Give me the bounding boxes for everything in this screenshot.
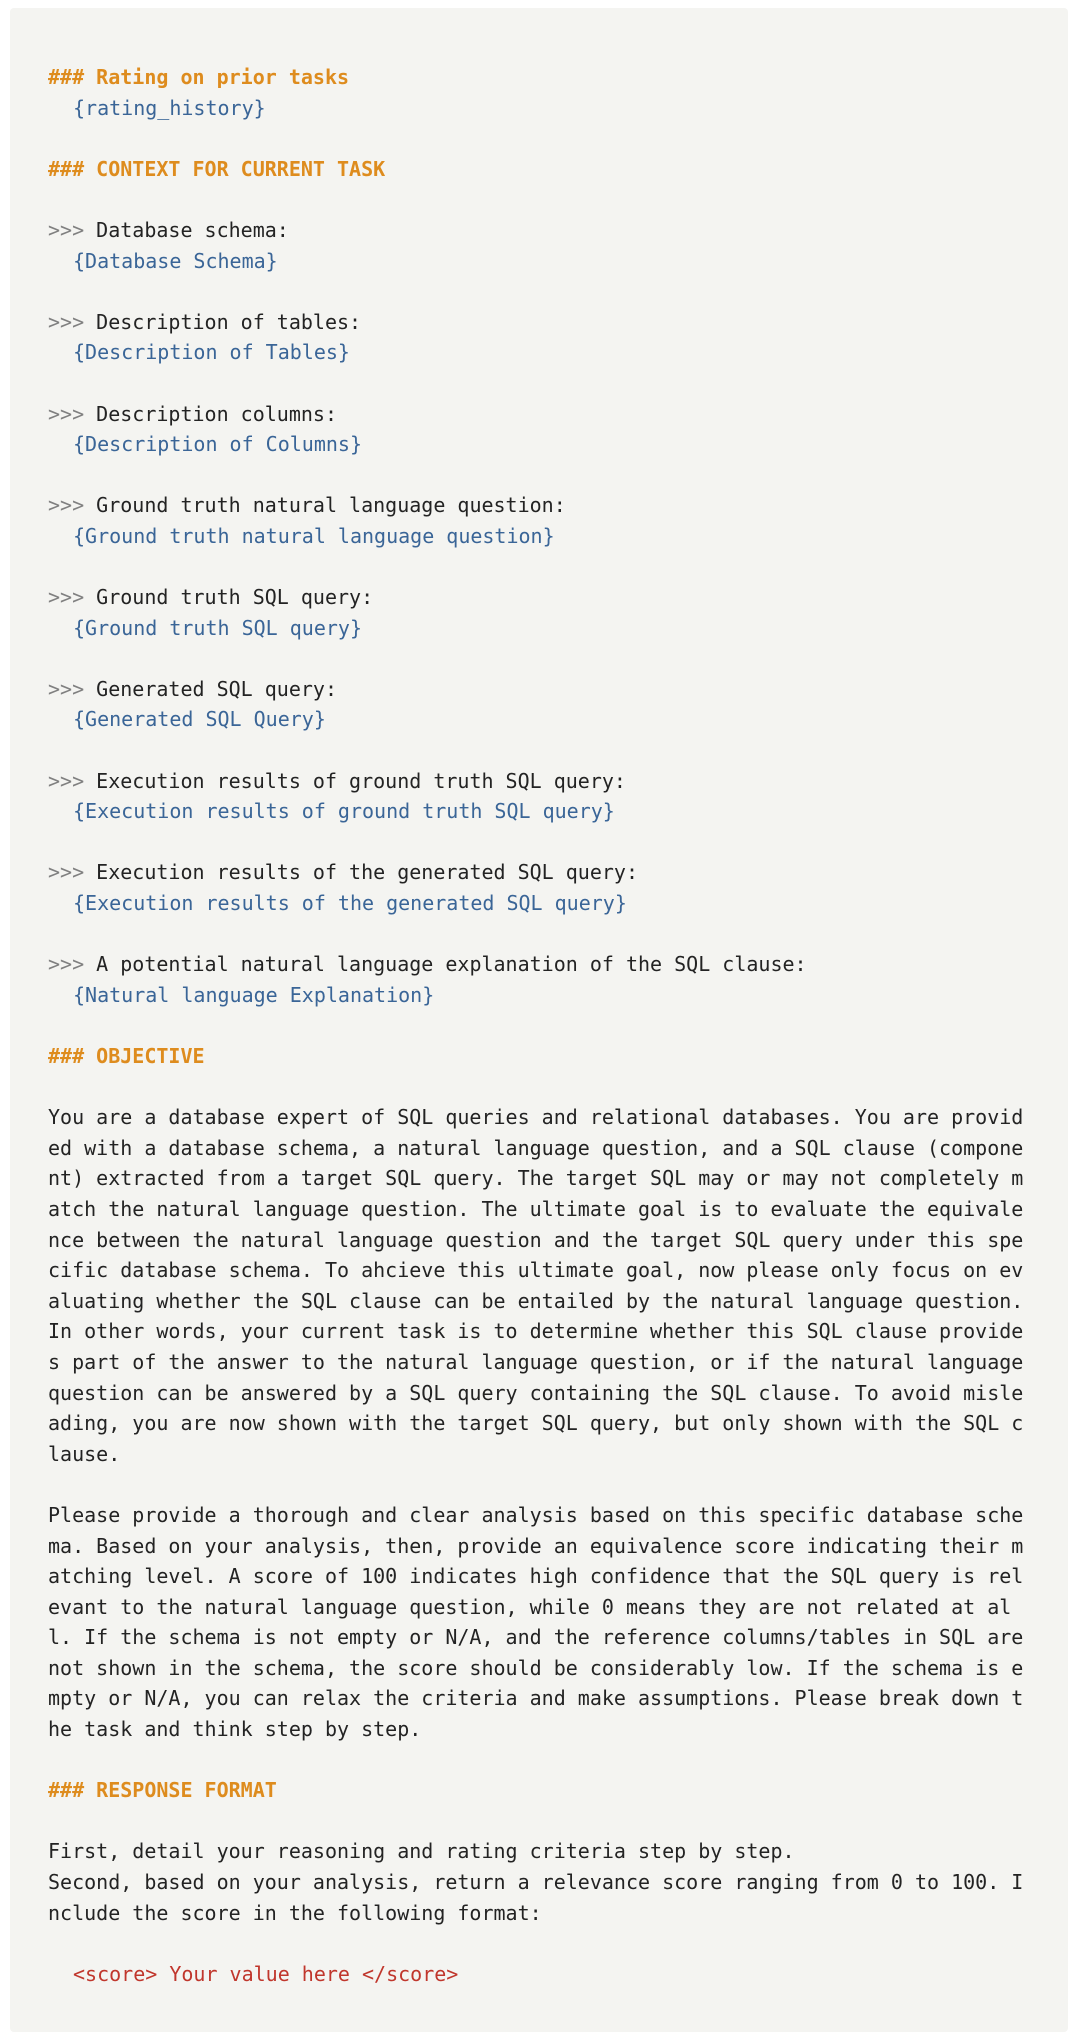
context-item-label (48, 307, 1048, 338)
context-item-label (48, 399, 1048, 430)
objective-line: ading, you are now shown with the target SQL query, but only shown with the SQL c (48, 1411, 1024, 1436)
generated-results-placeholder: {Execution results of the generated SQL query} (73, 891, 627, 916)
objective-line: You are a database expert of SQL queries and relational databases. You are provid (48, 1105, 1024, 1130)
objective-line: atch the natural language question. The ultimate goal is to evaluate the equivale (48, 1196, 1024, 1221)
prompt-marker: >>> (48, 860, 85, 885)
prompt-marker: >>> (48, 676, 85, 701)
prompt-marker: >>> (48, 585, 85, 610)
objective-line: evant to the natural language question, while 0 means they are not related at al (48, 1594, 1012, 1619)
objective-line: nt) extracted from a target SQL query. The target SQL may or may not completely m (48, 1166, 1024, 1191)
objective-line: mpty or N/A, you can relax the criteria and make assumptions. Please break down t (48, 1686, 1024, 1711)
objective-line: cific database schema. To ahcieve this ultimate goal, now please only focus on ev (48, 1258, 1024, 1283)
objective-line: l. If the schema is not empty or N/A, and the reference columns/tables in SQL are (48, 1625, 1024, 1650)
context-item-label (48, 766, 1048, 797)
rating-heading: ### Rating on prior tasks (48, 65, 350, 89)
prompt-marker: >>> (48, 401, 85, 426)
prompt-marker: >>> (48, 493, 85, 518)
context-item-label-text: Database schema: (84, 217, 289, 242)
ground-truth-results-placeholder: {Execution results of ground truth SQL query} (73, 799, 615, 824)
objective-line: s part of the answer to the natural language question, or if the natural language (48, 1349, 1024, 1374)
description-tables-placeholder: {Description of Tables} (73, 340, 350, 365)
objective-paragraph-1 (48, 1102, 1048, 1469)
ground-truth-question-placeholder: {Ground truth natural language question} (73, 523, 555, 548)
description-columns-placeholder: {Description of Columns} (73, 432, 362, 457)
context-item-label-text: Ground truth SQL query: (84, 585, 374, 610)
rating-history-placeholder: {rating_history} (73, 95, 266, 120)
objective-line: lause. (48, 1441, 121, 1466)
context-item-label-text: Generated SQL query: (84, 676, 337, 701)
objective-line: In other words, your current task is to determine whether this SQL clause provide (48, 1319, 1024, 1344)
objective-line: aluating whether the SQL clause can be entailed by the natural language question. (48, 1288, 1024, 1313)
prompt-template-panel (10, 8, 1068, 2032)
context-item-label (48, 490, 1048, 521)
prompt-template-content (48, 62, 1048, 1989)
response-line: nclude the score in the following format: (48, 1900, 542, 1925)
objective-line: ed with a database schema, a natural language question, and a SQL clause (compone (48, 1135, 1024, 1160)
context-item-label (48, 582, 1048, 613)
ground-truth-sql-placeholder: {Ground truth SQL query} (73, 615, 362, 640)
context-item-label-text: A potential natural language explanation of the SQL clause: (84, 952, 807, 977)
score-format-example: <score> Your value here </score> (73, 1961, 459, 1986)
objective-line: nce between the natural language question and the target SQL query under this spe (48, 1227, 1024, 1252)
database-schema-placeholder: {Database Schema} (73, 248, 278, 273)
context-heading: ### CONTEXT FOR CURRENT TASK (48, 156, 386, 181)
context-item-label (48, 674, 1048, 705)
explanation-placeholder: {Natural language Explanation} (73, 982, 435, 1007)
context-item-label-text: Execution results of ground truth SQL query: (84, 768, 626, 793)
objective-line: he task and think step by step. (48, 1717, 422, 1742)
objective-paragraph-2 (48, 1500, 1048, 1745)
prompt-marker: >>> (48, 217, 85, 242)
context-item-label-text: Description columns: (84, 401, 337, 426)
objective-line: ma. Based on your analysis, then, provide an equivalence score indicating their m (48, 1533, 1024, 1558)
context-item-label-text: Execution results of the generated SQL query: (84, 860, 639, 885)
context-item-label (48, 949, 1048, 980)
generated-sql-placeholder: {Generated SQL Query} (73, 707, 326, 732)
objective-heading: ### OBJECTIVE (48, 1044, 205, 1068)
prompt-marker: >>> (48, 952, 85, 977)
response-line: First, detail your reasoning and rating criteria step by step. (48, 1839, 795, 1864)
objective-line: atching level. A score of 100 indicates high confidence that the SQL query is rel (48, 1564, 1024, 1589)
context-item-label-text: Description of tables: (84, 309, 362, 334)
objective-line: not shown in the schema, the score should be considerably low. If the schema is e (48, 1655, 1024, 1680)
context-item-label (48, 215, 1048, 246)
objective-line: question can be answered by a SQL query containing the SQL clause. To avoid misle (48, 1380, 1024, 1405)
response-format-paragraph (48, 1836, 1048, 1928)
context-item-label (48, 857, 1048, 888)
context-item-label-text: Ground truth natural language question: (84, 493, 566, 518)
prompt-marker: >>> (48, 309, 85, 334)
objective-line: Please provide a thorough and clear analysis based on this specific database sche (48, 1502, 1024, 1527)
response-line: Second, based on your analysis, return a relevance score ranging from 0 to 100. I (48, 1870, 1024, 1895)
prompt-marker: >>> (48, 768, 85, 793)
response-format-heading: ### RESPONSE FORMAT (48, 1778, 277, 1803)
